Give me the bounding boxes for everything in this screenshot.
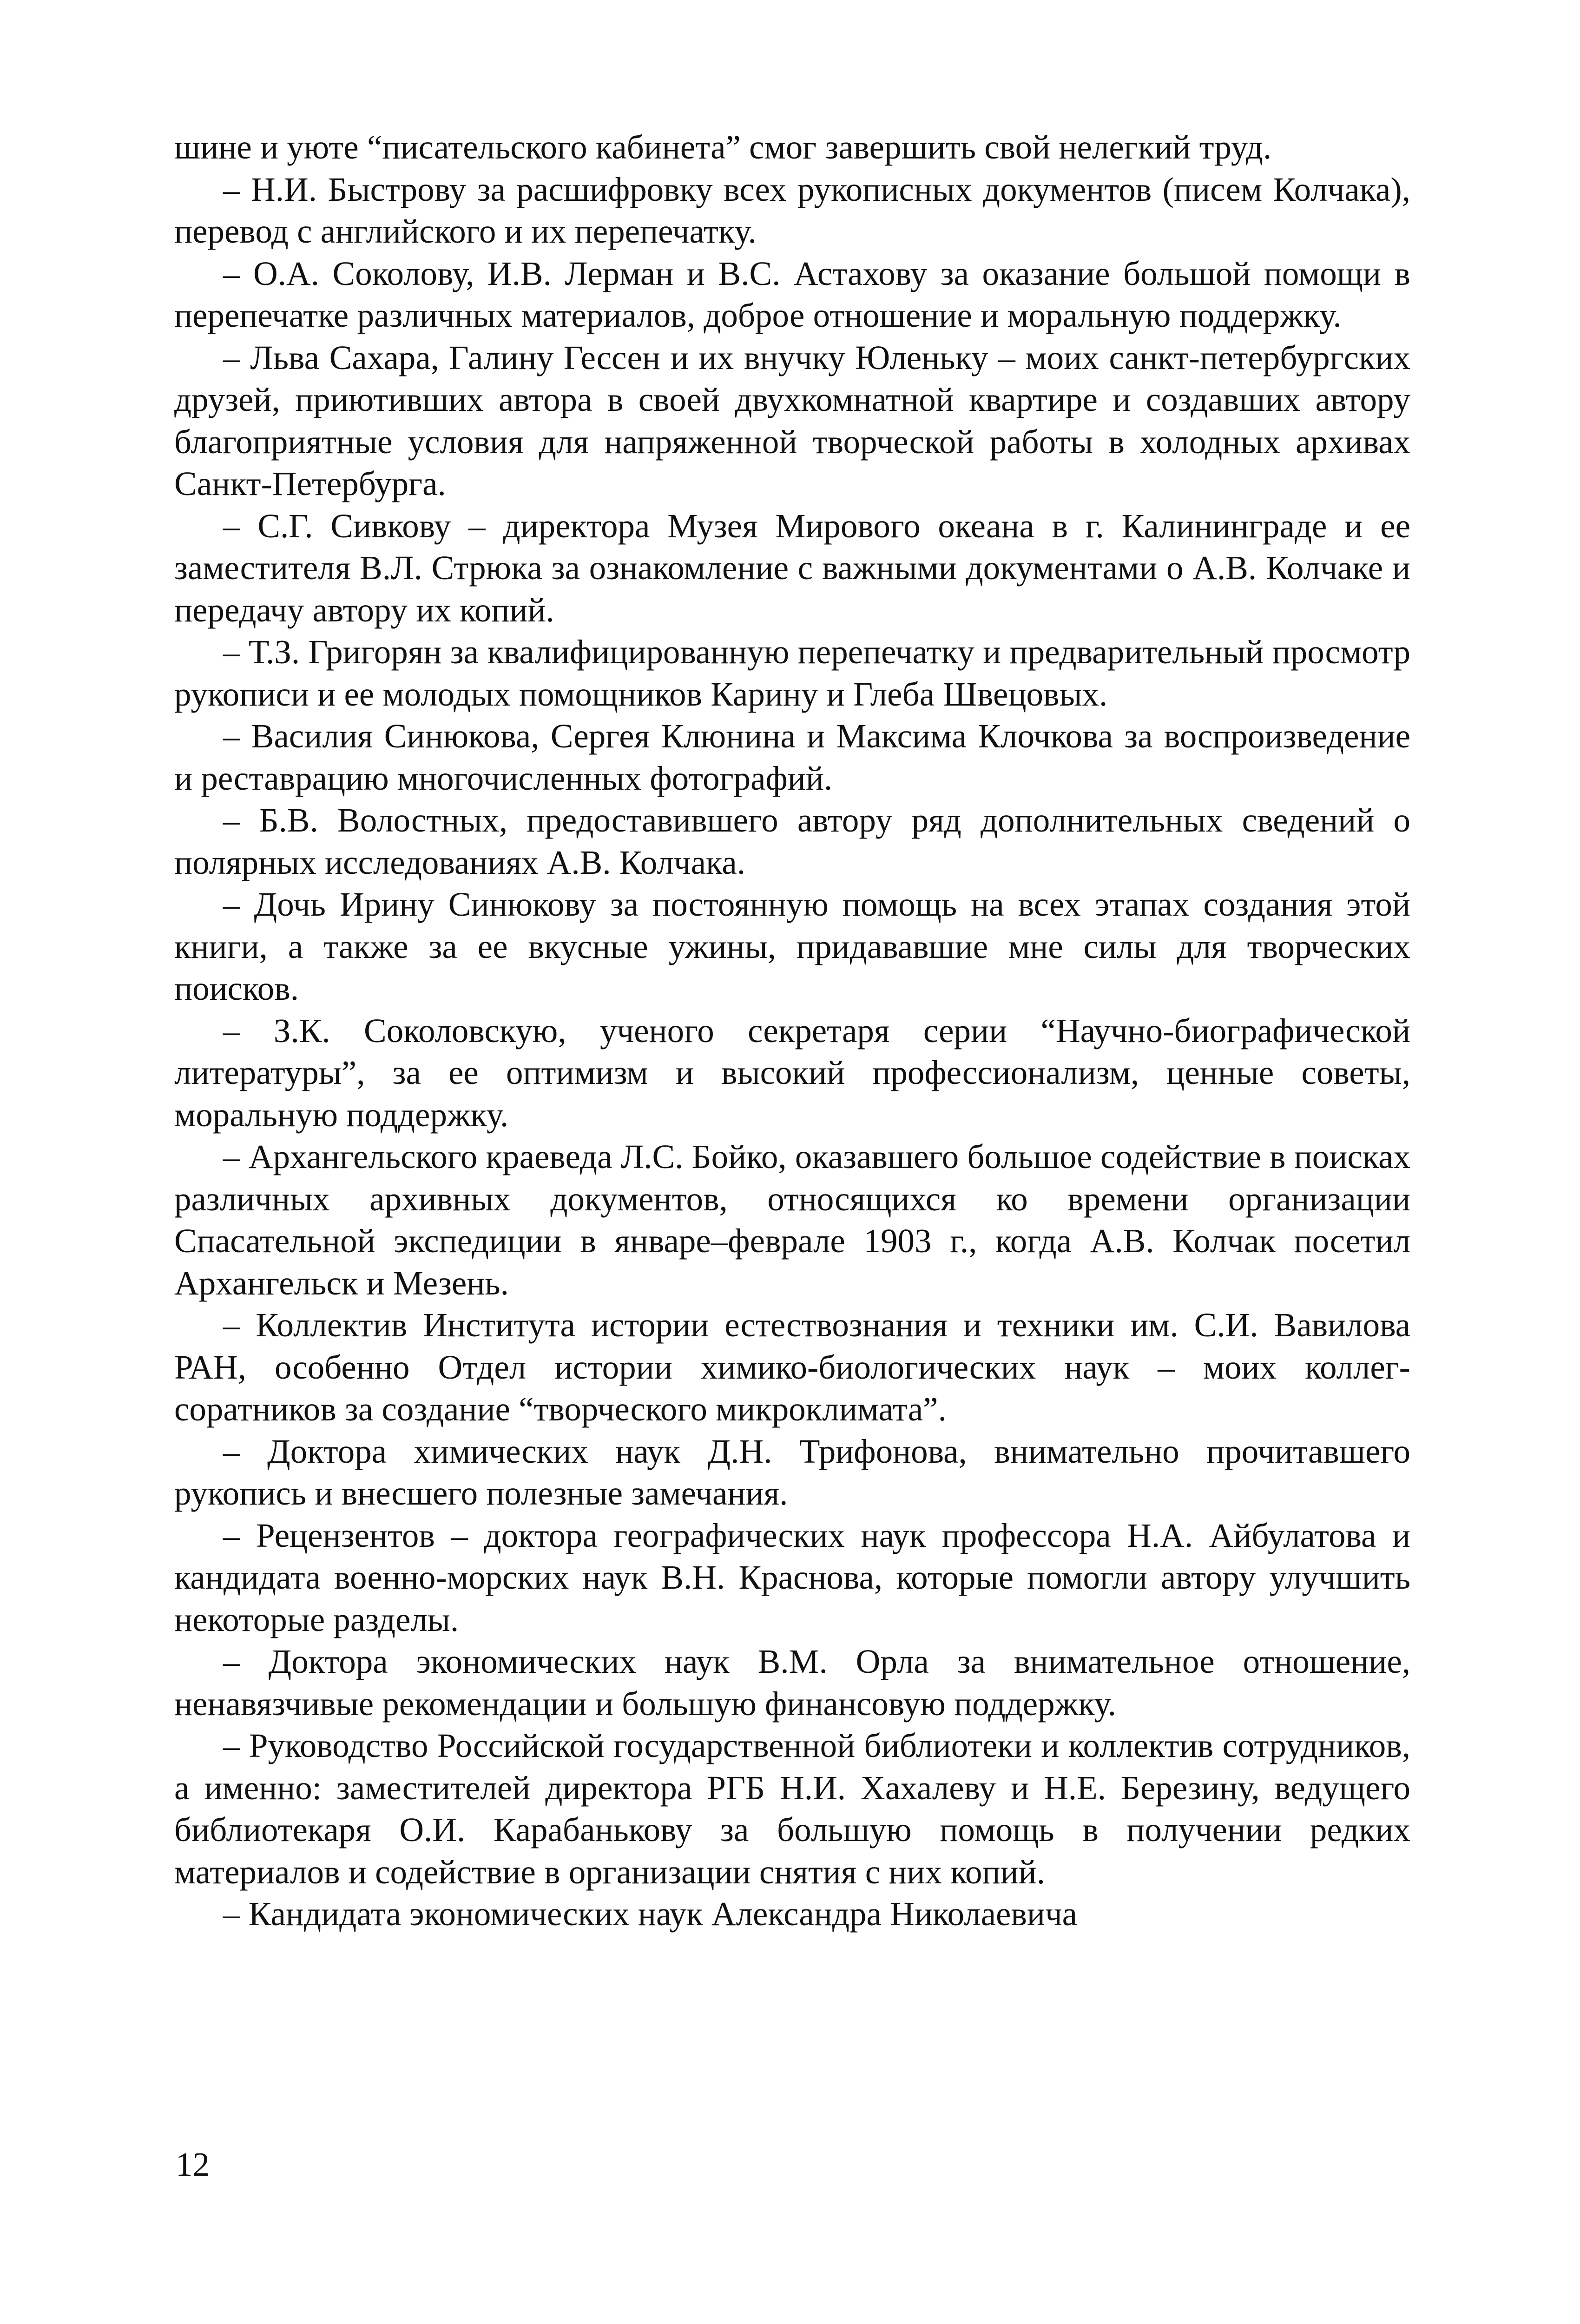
- acknowledgement-paragraph: – Т.З. Григорян за квалифицированную перепечатку и предварительный просмотр рукописи и ее молодых помощников Карину и Глеба Швецовых.: [174, 633, 1410, 713]
- acknowledgement-paragraph-last: – Кандидата экономических наук Александра Николаевича: [223, 1895, 1078, 1933]
- acknowledgement-paragraph: – Руководство Российской государственной библиотеки и коллектив сотрудников, а именно: заместителей директора РГБ Н.И. Хахалеву и Н.Е. Березину, ведущего библиотекаря О.И. Карабанькову за большую помощь в получении редких материалов и содействие в организации снятия с них копий.: [174, 1727, 1410, 1891]
- acknowledgement-paragraph: – Б.В. Волостных, предоставившего автору ряд дополнительных сведений о полярных исследованиях А.В. Колчака.: [174, 801, 1410, 881]
- acknowledgement-paragraph: – Коллектив Института истории естествознания и техники им. С.И. Вавилова РАН, особенно Отдел истории химико-биологических наук – моих коллег-соратников за создание “творческого микроклимата”.: [174, 1306, 1410, 1428]
- acknowledgement-paragraph: – Дочь Ирину Синюкову за постоянную помощь на всех этапах создания этой книги, а также за ее вкусные ужины, придававшие мне силы для творческих поисков.: [174, 885, 1410, 1007]
- acknowledgement-paragraph: – Доктора химических наук Д.Н. Трифонова, внимательно прочитавшего рукопись и внесшего полезные замечания.: [174, 1432, 1410, 1512]
- paragraph-continuation: шине и уюте “писательского кабинета” смог завершить свой нелегкий труд.: [174, 128, 1272, 166]
- acknowledgements-text: [174, 126, 1410, 1935]
- acknowledgement-paragraph: – Льва Сахара, Галину Гессен и их внучку Юленьку – моих санкт-петербургских друзей, приютивших автора в своей двухкомнатной квартире и создавших автору благоприятные условия для напряженной творческой работы в холодных архивах Санкт-Петербурга.: [174, 338, 1410, 502]
- acknowledgement-paragraph: – О.А. Соколову, И.В. Лерман и В.С. Астахову за оказание большой помощи в перепечатке различных материалов, доброе отношение и моральную поддержку.: [174, 254, 1410, 334]
- page-number: 12: [176, 2146, 210, 2183]
- acknowledgement-paragraph: – Архангельского краеведа Л.С. Бойко, оказавшего большое содействие в поисках различных архивных документов, относящихся ко времени организации Спасательной экспедиции в январе–феврале 1903 г., когда А.В. Колчак посетил Архангельск и Мезень.: [174, 1138, 1410, 1302]
- acknowledgement-paragraph: – Доктора экономических наук В.М. Орла за внимательное отношение, ненавязчивые рекомендации и большую финансовую поддержку.: [174, 1643, 1410, 1723]
- acknowledgement-paragraph: – З.К. Соколовскую, ученого секретаря серии “Научно-биографической литературы”, за ее оптимизм и высокий профессионализм, ценные советы, моральную поддержку.: [174, 1011, 1410, 1134]
- acknowledgement-paragraph: – Василия Синюкова, Сергея Клюнина и Максима Клочкова за воспроизведение и реставрацию многочисленных фотографий.: [174, 717, 1410, 797]
- acknowledgement-paragraph: – Рецензентов – доктора географических наук профессора Н.А. Айбулатова и кандидата военно-морских наук В.Н. Краснова, которые помогли автору улучшить некоторые разделы.: [174, 1516, 1410, 1638]
- acknowledgement-paragraph: – С.Г. Сивкову – директора Музея Мирового океана в г. Калининграде и ее заместителя В.Л. Стрюка за ознакомление с важными документами о А.В. Колчаке и передачу автору их копий.: [174, 507, 1410, 629]
- acknowledgement-paragraph: – Н.И. Быстрову за расшифровку всех рукописных документов (писем Колчака), перевод с английского и их перепечатку.: [174, 170, 1410, 250]
